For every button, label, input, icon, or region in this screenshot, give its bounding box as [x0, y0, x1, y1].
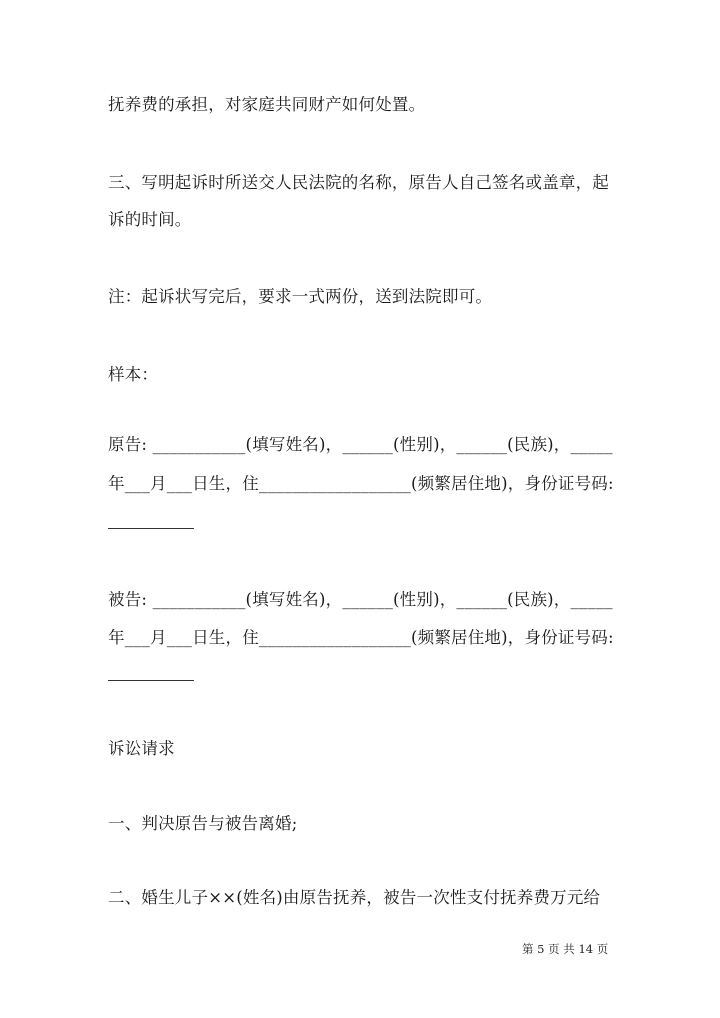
- page-footer: 第 5 页 共 14 页: [522, 942, 609, 956]
- paragraph-child-support: 抚养费的承担，对家庭共同财产如何处置。: [108, 95, 426, 114]
- paragraph-item-three-line1: 三、写明起诉时所送交人民法院的名称，原告人自己签名或盖章，起: [108, 173, 609, 192]
- plaintiff-id-blank: [108, 527, 194, 529]
- claim-two: 二、婚生儿子××(姓名)由原告抚养，被告一次性支付抚养费万元给: [108, 888, 601, 907]
- defendant-id-blank: [108, 679, 194, 681]
- plaintiff-line2: 年___月___日生，住__________________(频繁居住地)，身份证号码:: [108, 474, 614, 493]
- claims-heading: 诉讼请求: [108, 739, 175, 758]
- defendant-line2: 年___月___日生，住__________________(频繁居住地)，身份证号码:: [108, 628, 614, 647]
- defendant-line1: 被告: ___________(填写姓名)，______(性别)，______(民族)，_____: [108, 590, 613, 609]
- sample-heading: 样本：: [108, 365, 159, 384]
- claim-one: 一、判决原告与被告离婚;: [108, 814, 298, 833]
- plaintiff-line1: 原告: ___________(填写姓名)，______(性别)，______(民族)，_____: [108, 435, 613, 454]
- paragraph-item-three-line2: 诉的时间。: [108, 210, 192, 229]
- paragraph-note: 注：起诉状写完后，要求一式两份，送到法院即可。: [108, 287, 493, 306]
